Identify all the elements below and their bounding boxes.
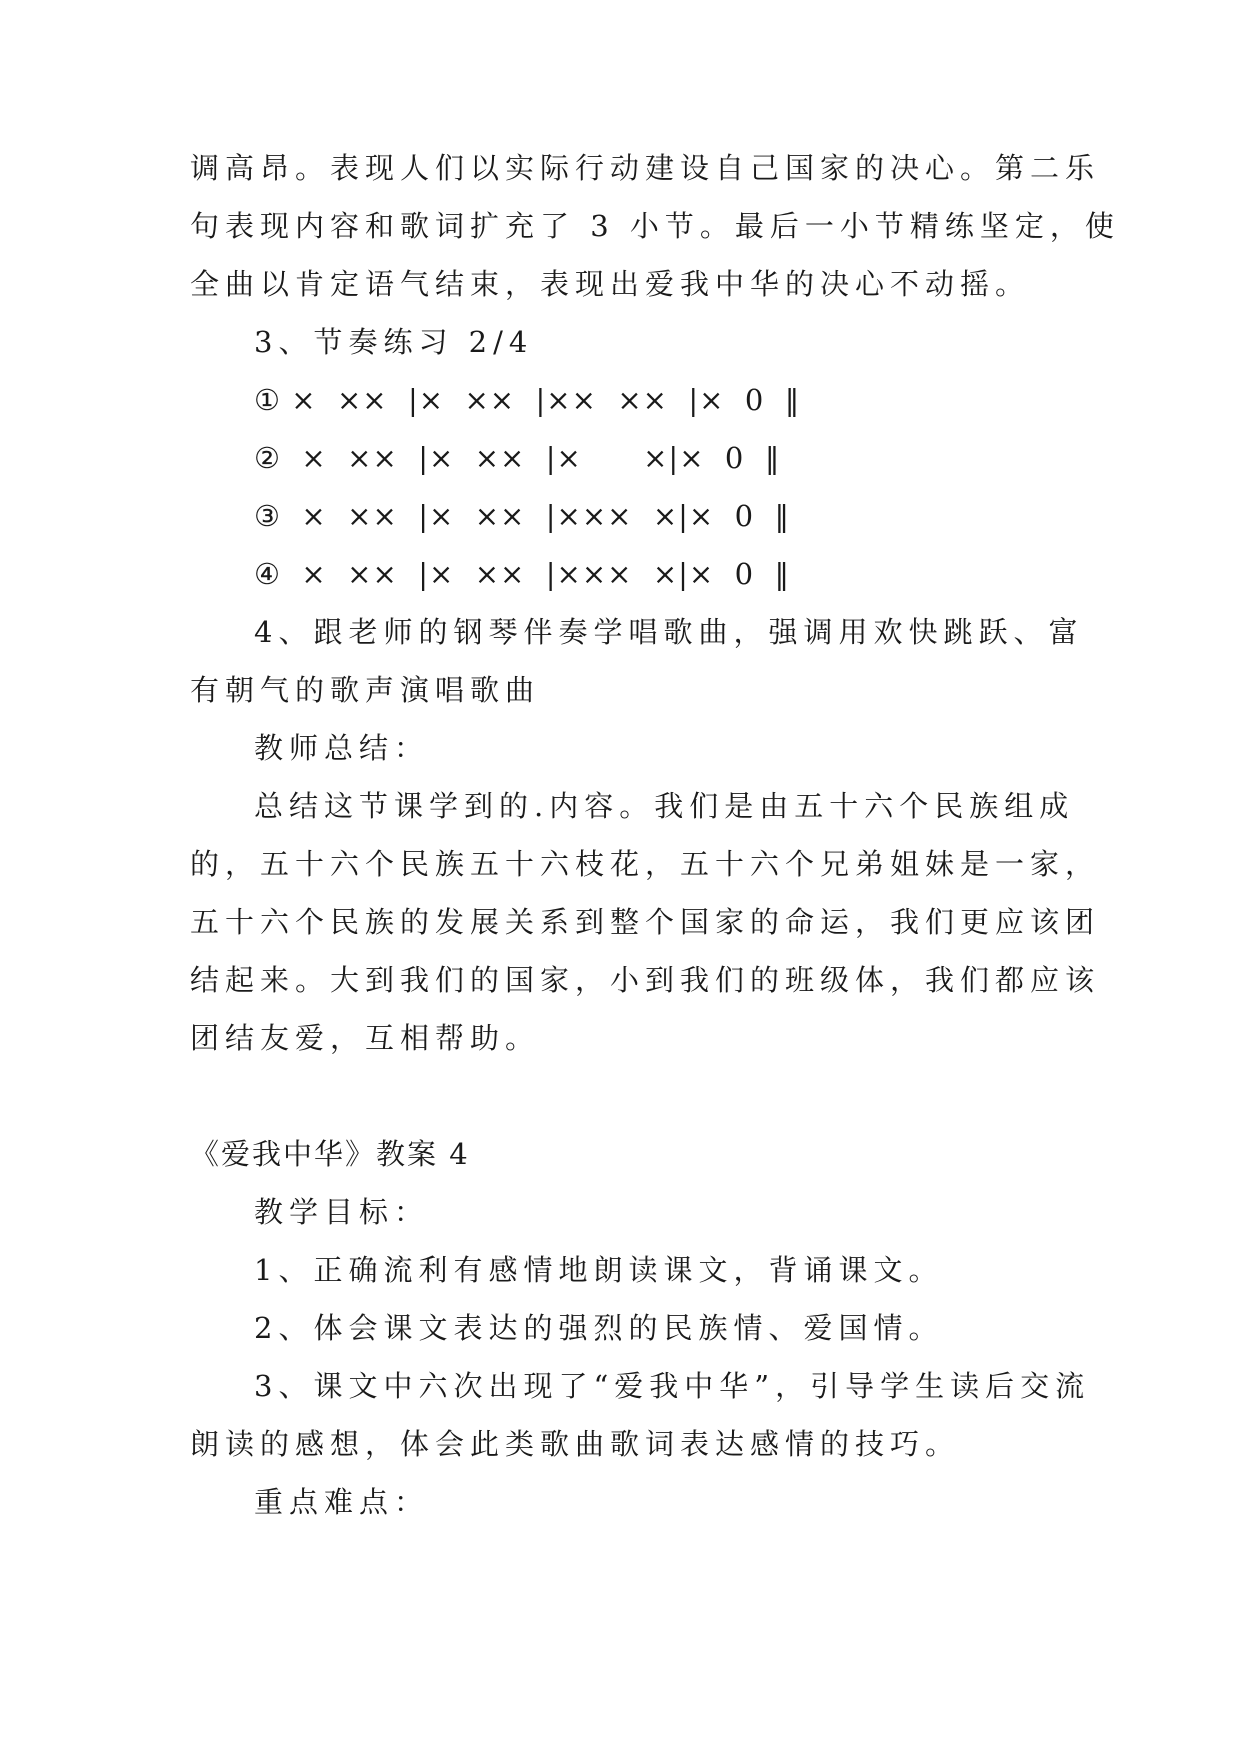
goal-line: 2、体会课文表达的强烈的民族情、爱国情。 — [254, 1311, 944, 1345]
step4-line: 有朝气的歌声演唱歌曲 — [190, 673, 541, 707]
goals-heading: 教学目标： — [254, 1195, 430, 1229]
summary-line: 总结这节课学到的.内容。我们是由五十六个民族组成 — [254, 789, 1075, 823]
summary-line: 五十六个民族的发展关系到整个国家的命运，我们更应该团 — [190, 905, 1101, 939]
rhythm-line: ① × ×× |× ×× |×× ×× |× 0 ‖ — [254, 383, 801, 417]
goal-line: 1、正确流利有感情地朗读课文，背诵课文。 — [254, 1253, 944, 1287]
step4-line: 4、跟老师的钢琴伴奏学唱歌曲，强调用欢快跳跃、富 — [254, 615, 1084, 649]
goal-line: 朗读的感想，体会此类歌曲歌词表达感情的技巧。 — [190, 1427, 961, 1461]
rhythm-line: ② × ×× |× ×× |× ×|× 0 ‖ — [254, 441, 781, 475]
rhythm-heading: 3、节奏练习 2/4 — [254, 325, 534, 359]
key-points-heading: 重点难点： — [254, 1485, 430, 1519]
lesson-title: 《爱我中华》教案 4 — [190, 1137, 470, 1171]
summary-line: 的，五十六个民族五十六枝花，五十六个兄弟姐妹是一家， — [190, 847, 1101, 881]
summary-line: 结起来。大到我们的国家，小到我们的班级体，我们都应该 — [190, 963, 1101, 997]
summary-line: 团结友爱，互相帮助。 — [190, 1021, 541, 1055]
paragraph-line: 全曲以肯定语气结束，表现出爱我中华的决心不动摇。 — [190, 267, 1031, 301]
paragraph-line: 句表现内容和歌词扩充了 3 小节。最后一小节精练坚定，使 — [190, 209, 1120, 243]
rhythm-line: ④ × ×× |× ×× |××× ×|× 0 ‖ — [254, 557, 791, 591]
summary-heading: 教师总结： — [254, 731, 430, 765]
rhythm-line: ③ × ×× |× ×× |××× ×|× 0 ‖ — [254, 499, 791, 533]
paragraph-line: 调高昂。表现人们以实际行动建设自己国家的决心。第二乐 — [190, 151, 1101, 185]
goal-line: 3、课文中六次出现了“爱我中华”，引导学生读后交流 — [254, 1369, 1091, 1403]
